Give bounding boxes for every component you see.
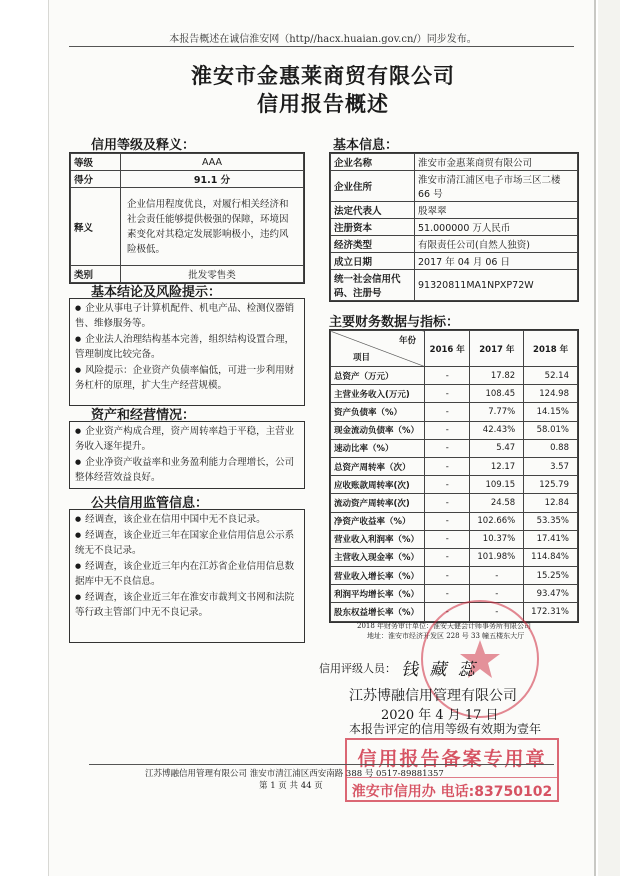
assets-box [69, 421, 305, 489]
supervision-box [69, 509, 305, 643]
basic-label: 企业名称 [331, 154, 415, 171]
supervision-item: ● 经调查，该企业在信用中国中无不良记录。 [75, 512, 299, 527]
table-row [331, 585, 578, 603]
table-row [331, 403, 578, 421]
conclusion-item: ● 企业法人治理结构基本完善，组织结构设置合理，管理制度比较完备。 [75, 332, 299, 362]
assets-item: ● 企业资产构成合理，资产周转率趋于平稳，主营业务收入逐年提升。 [75, 424, 299, 454]
report-title: 信用报告概述 [257, 91, 389, 116]
basic-table [330, 153, 578, 301]
economic-type-value: 有限责任公司(自然人独资) [415, 236, 578, 253]
rating-table [70, 153, 304, 283]
basic-label: 经济类型 [331, 236, 415, 253]
finance-metric-label: 营业收入增长率（%） [331, 567, 425, 585]
meaning-text: 企业信用程度优良，对履行相关经济和社会责任能够提供极强的保障，环境因素变化对其稳定发展影响极小，违约风险极低。 [121, 188, 304, 266]
finance-metric-label: 资产负债率（%） [331, 403, 425, 421]
finance-metric-label: 主营收入现金率（%） [331, 548, 425, 566]
finance-value: 101.98% [470, 548, 524, 566]
finance-value: 14.15% [524, 403, 578, 421]
finance-value: - [425, 530, 470, 548]
finance-value: - [425, 367, 470, 385]
finance-value: 24.58 [470, 494, 524, 512]
supervision-item: ● 经调查，该企业近三年在淮安市裁判文书网和法院等行政主管部门中无不良记录。 [75, 590, 299, 620]
grade-value: AAA [121, 154, 304, 171]
finance-value: 17.82 [470, 367, 524, 385]
footer-contact: 江苏博融信用管理有限公司 淮安市清江浦区西安南路 388 号 0517-89881357 [145, 769, 444, 779]
finance-value: 124.98 [524, 385, 578, 403]
page-edge [598, 0, 620, 876]
finance-value: - [425, 457, 470, 475]
finance-metric-label: 净资产收益率（%） [331, 512, 425, 530]
table-row [331, 253, 578, 270]
header-year-label: 年份 [398, 336, 416, 346]
finance-value: - [470, 567, 524, 585]
finance-value: 109.15 [470, 476, 524, 494]
audit-address-note: 地址：淮安市经济开发区 228 号 33 幢五楼东大厅 [367, 632, 525, 640]
table-row [331, 567, 578, 585]
table-row [331, 512, 578, 530]
header-divider [69, 46, 574, 47]
finance-value: - [425, 439, 470, 457]
table-row [331, 457, 578, 475]
category-label: 类别 [71, 266, 121, 283]
finance-value: 42.43% [470, 421, 524, 439]
score-value: 91.1 分 [121, 171, 304, 188]
finance-metric-label: 总资产周转率（次） [331, 457, 425, 475]
validity-note: 本报告评定的信用等级有效期为壹年 [349, 722, 542, 736]
table-row [331, 439, 578, 457]
stamp-contact: 淮安市信用办 电话:83750102 [347, 777, 557, 801]
table-row [71, 154, 304, 171]
table-row [331, 154, 578, 171]
finance-value: 3.57 [524, 457, 578, 475]
basic-label: 成立日期 [331, 253, 415, 270]
finance-value: - [470, 585, 524, 603]
report-page [48, 0, 596, 876]
table-row [331, 476, 578, 494]
table-row [331, 219, 578, 236]
finance-value: - [470, 603, 524, 621]
rating-section-title: 信用等级及释义： [91, 138, 196, 153]
basic-section-title: 基本信息： [333, 138, 399, 153]
publish-note: 本报告概述在诚信淮安网（http//hacx.huaian.gov.cn/）同步发布。 [169, 34, 477, 45]
finance-value: - [425, 476, 470, 494]
finance-value: - [425, 548, 470, 566]
table-row [71, 171, 304, 188]
basic-label: 注册资本 [331, 219, 415, 236]
rating-table-box [69, 152, 305, 284]
finance-value: 93.47% [524, 585, 578, 603]
basic-label: 企业住所 [331, 171, 415, 202]
grade-label: 等级 [71, 154, 121, 171]
rater-label: 信用评级人员： [319, 662, 396, 675]
finance-value: 102.66% [470, 512, 524, 530]
year-header: 2018 年 [524, 331, 578, 367]
table-row [331, 385, 578, 403]
capital-value: 51.000000 万人民币 [415, 219, 578, 236]
legal-rep-value: 殷翠翠 [415, 202, 578, 219]
finance-value: 12.84 [524, 494, 578, 512]
finance-value: 5.47 [470, 439, 524, 457]
table-row [331, 421, 578, 439]
table-row [331, 367, 578, 385]
table-row [331, 548, 578, 566]
assets-section-title: 资产和经营情况： [91, 408, 196, 423]
finance-metric-label: 股东权益增长率（%） [331, 603, 425, 621]
year-header: 2016 年 [425, 331, 470, 367]
finance-value: - [425, 567, 470, 585]
finance-value: 10.37% [470, 530, 524, 548]
finance-metric-label: 主营业务收入(万元) [331, 385, 425, 403]
finance-value: - [425, 385, 470, 403]
finance-value: - [425, 512, 470, 530]
finance-metric-label: 现金流动负债率（%） [331, 421, 425, 439]
finance-value: - [425, 603, 470, 621]
basic-label: 统一社会信用代码、注册号 [331, 270, 415, 301]
credit-code-value: 91320811MA1NPXP72W [415, 270, 578, 301]
table-row [71, 188, 304, 266]
supervision-item: ● 经调查，该企业近三年内在江苏省企业信用信息数据库中无不良信息。 [75, 559, 299, 589]
finance-value: - [425, 494, 470, 512]
finance-table [330, 330, 578, 622]
finance-metric-label: 速动比率（%） [331, 439, 425, 457]
finance-value: 125.79 [524, 476, 578, 494]
table-row [331, 494, 578, 512]
rater-signature: 钱 藏 蕊 [401, 660, 478, 680]
basic-label: 法定代表人 [331, 202, 415, 219]
finance-value: 108.45 [470, 385, 524, 403]
category-value: 批发零售类 [121, 266, 304, 283]
header-diagonal-cell [331, 331, 425, 367]
finance-metric-label: 流动资产周转率(次) [331, 494, 425, 512]
table-row [331, 171, 578, 202]
finance-section-title: 主要财务数据与指标： [329, 315, 460, 330]
supervision-item: ● 经调查，该企业近三年在国家企业信用信息公示系统无不良记录。 [75, 528, 299, 558]
table-row [331, 236, 578, 253]
finance-value: 7.77% [470, 403, 524, 421]
finance-metric-label: 总资产（万元） [331, 367, 425, 385]
stamp-title: 信用报告备案专用章 [357, 748, 547, 770]
basic-table-box [329, 152, 579, 302]
finance-value: 172.31% [524, 603, 578, 621]
finance-metric-label: 应收账款周转率(次) [331, 476, 425, 494]
footer-divider [89, 764, 554, 765]
table-row [71, 266, 304, 283]
table-row [331, 270, 578, 301]
finance-value: - [425, 585, 470, 603]
assets-item: ● 企业净资产收益率和业务盈利能力合理增长，公司整体经营效益良好。 [75, 455, 299, 485]
finance-value: 0.88 [524, 439, 578, 457]
page-number: 第 1 页 共 44 页 [259, 781, 323, 791]
conclusions-box [69, 298, 305, 406]
finance-metric-label: 利润平均增长率（%） [331, 585, 425, 603]
table-row [331, 202, 578, 219]
finance-table-box [329, 329, 579, 623]
table-header-row [331, 331, 578, 367]
supervision-section-title: 公共信用监管信息： [91, 496, 209, 511]
meaning-label: 释义 [71, 188, 121, 266]
company-name-value: 淮安市金惠莱商贸有限公司 [415, 154, 578, 171]
company-title: 淮安市金惠莱商贸有限公司 [191, 63, 455, 88]
finance-value: - [425, 403, 470, 421]
conclusion-item: ● 企业从事电子计算机配件、机电产品、检测仪器销售、维修服务等。 [75, 301, 299, 331]
score-label: 得分 [71, 171, 121, 188]
finance-value: 53.35% [524, 512, 578, 530]
report-date: 2020 年 4 月 17 日 [381, 708, 499, 723]
audit-note: 2018 年财务审计单位：淮安天健会计师事务所有限公司 [357, 622, 532, 630]
risk-item: ● 风险提示：企业资产负债率偏低，可进一步利用财务杠杆的原理，扩大生产经营规模。 [75, 363, 299, 393]
table-row [331, 530, 578, 548]
finance-value: 12.17 [470, 457, 524, 475]
finance-value: 17.41% [524, 530, 578, 548]
finance-value: 58.01% [524, 421, 578, 439]
finance-metric-label: 营业收入利润率（%） [331, 530, 425, 548]
org-name: 江苏博融信用管理有限公司 [349, 688, 517, 704]
conclusions-section-title: 基本结论及风险提示： [91, 285, 222, 300]
address-value: 淮安市清江浦区电子市场三区二楼 66 号 [415, 171, 578, 202]
finance-value: 15.25% [524, 567, 578, 585]
finance-value: 114.84% [524, 548, 578, 566]
header-item-label: 项目 [353, 353, 371, 363]
finance-value: - [425, 421, 470, 439]
finance-value: 52.14 [524, 367, 578, 385]
year-header: 2017 年 [470, 331, 524, 367]
founded-date-value: 2017 年 04 月 06 日 [415, 253, 578, 270]
